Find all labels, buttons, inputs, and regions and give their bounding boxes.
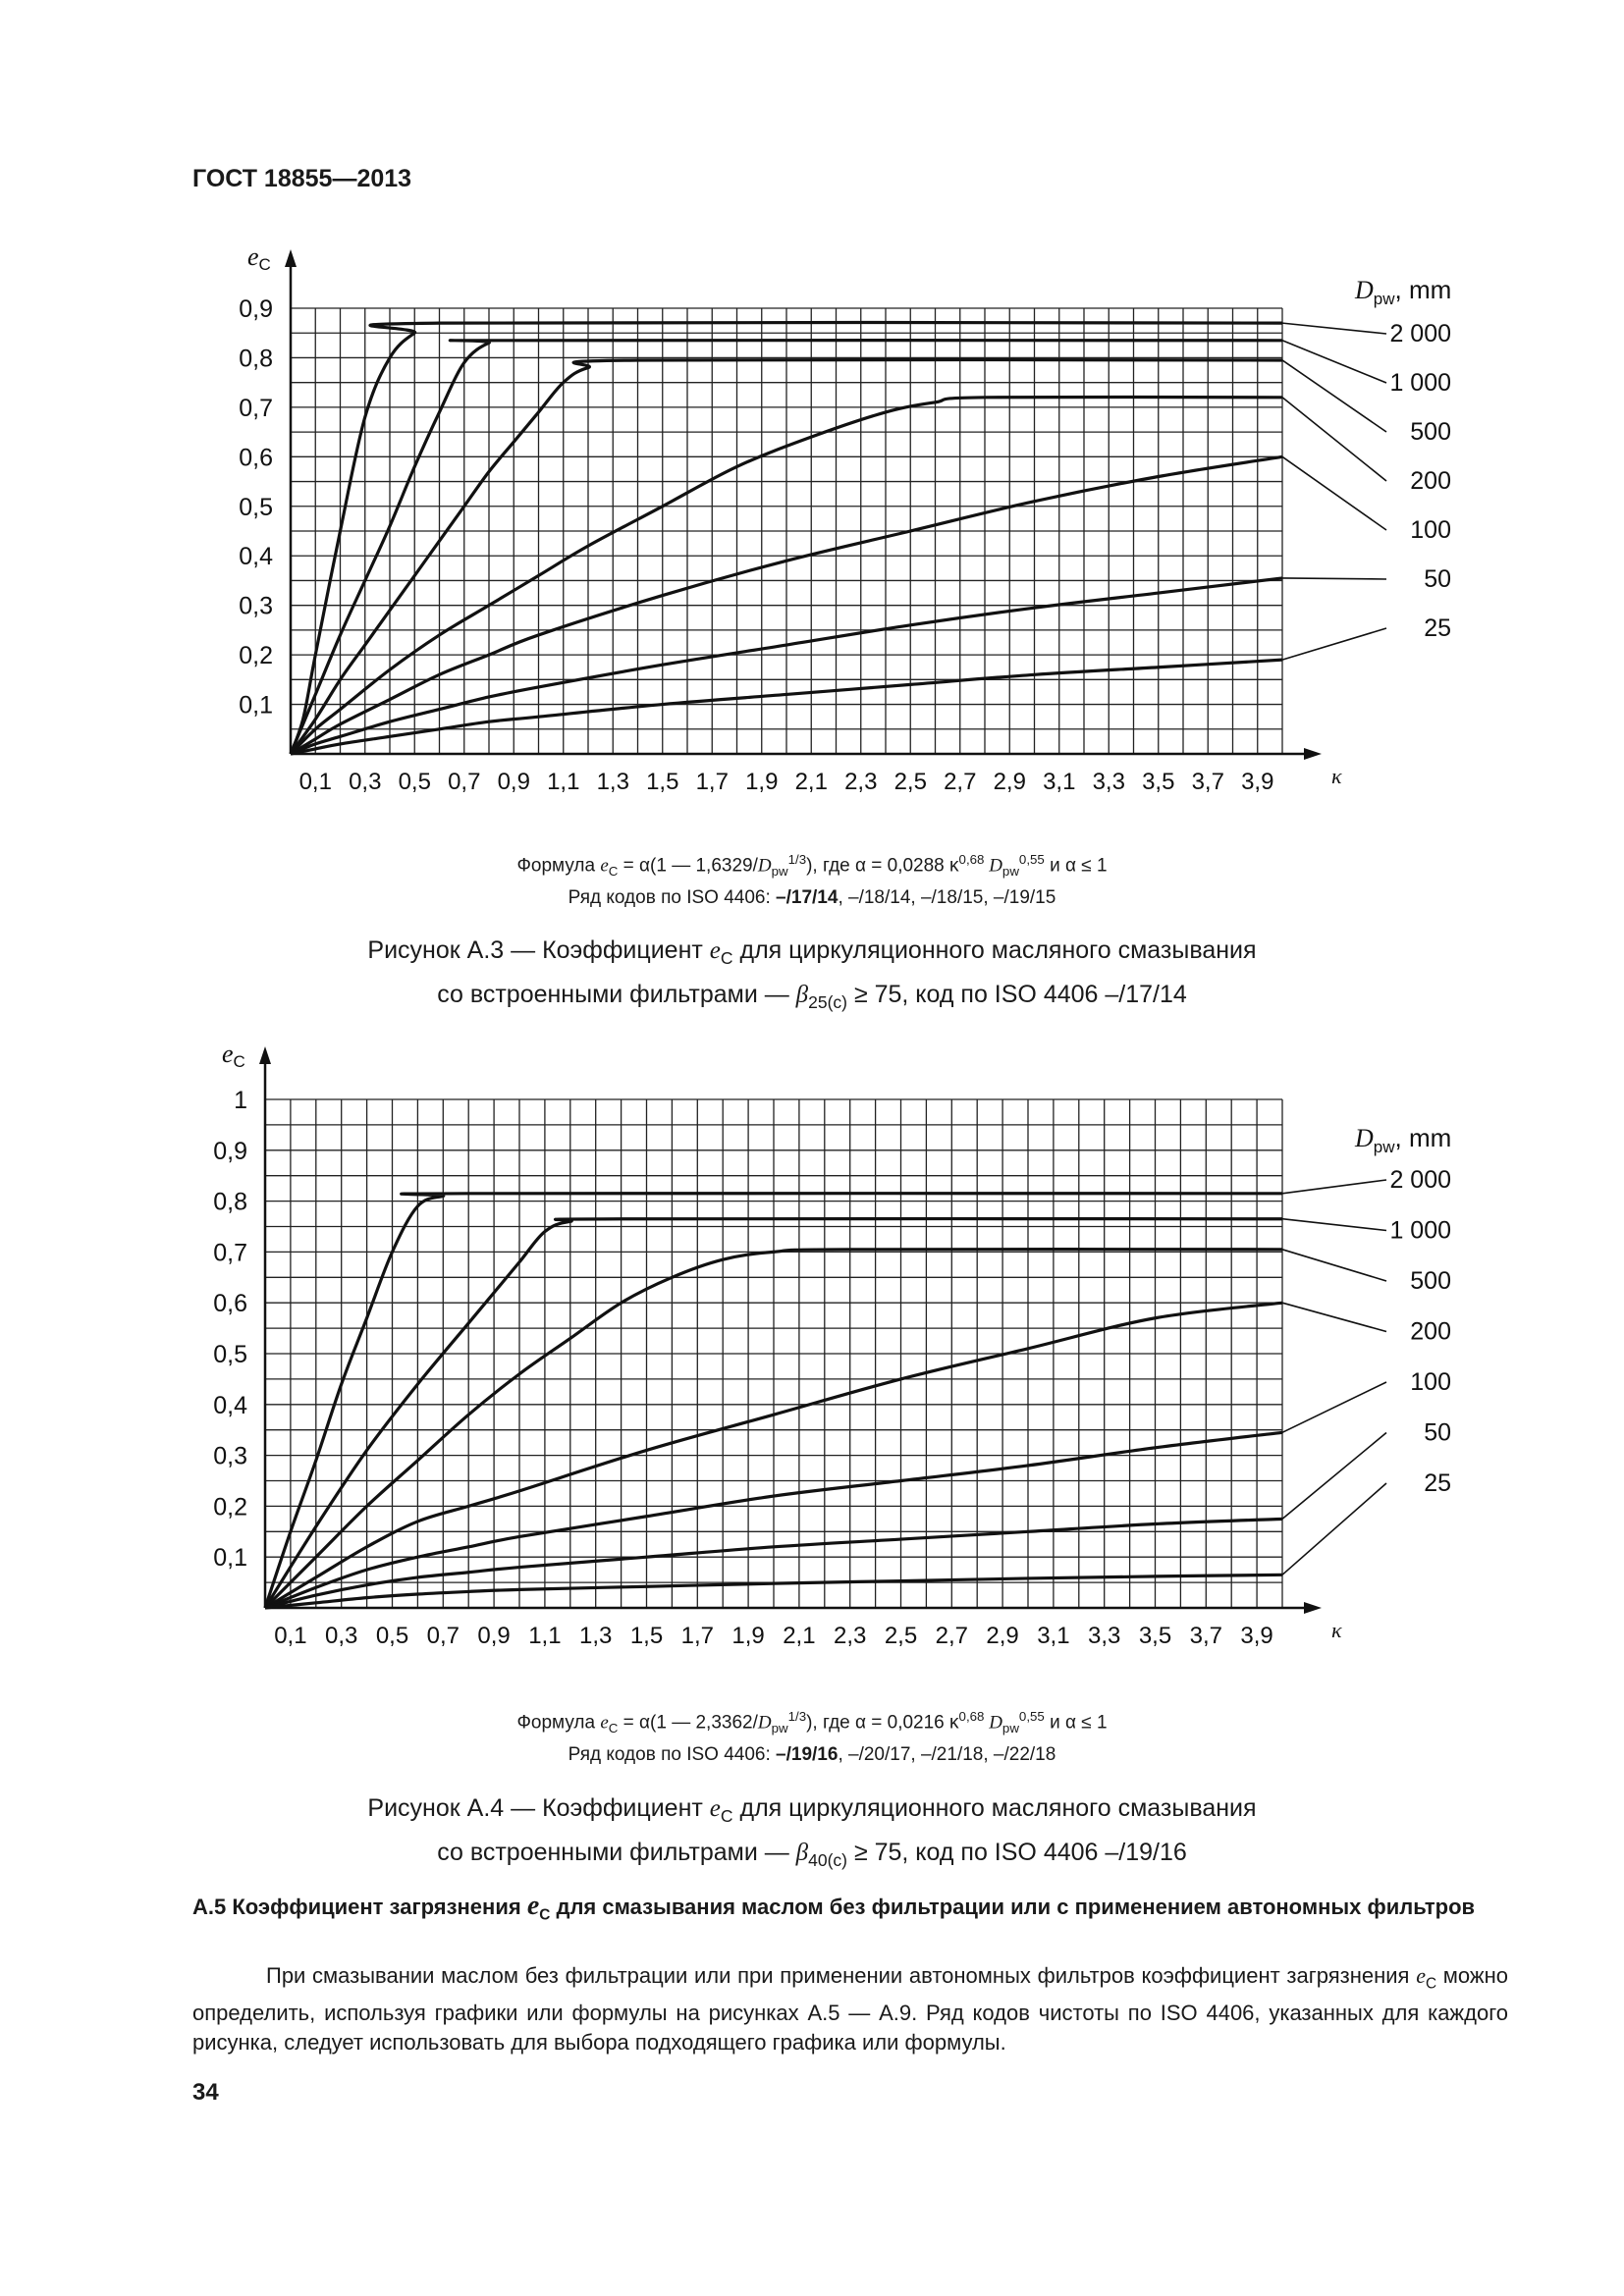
x-tick-label: 3,3 [1092,769,1125,795]
y-tick-label: 0,7 [239,394,273,422]
y-tick-label: 0,3 [239,592,273,620]
x-tick-label: 2,3 [844,769,878,795]
x-tick-label: 1,5 [629,1623,664,1649]
series-label: 50 [1424,565,1451,593]
x-tick-label: 2,9 [986,1623,1019,1649]
y-axis-label: eC [222,1040,245,1071]
y-axis-label: eC [247,242,271,274]
y-tick-label: 0,9 [239,295,273,323]
y-tick-label: 0,8 [239,345,273,373]
x-tick-label: 3,1 [1043,769,1076,795]
y-tick-label: 0,3 [213,1442,247,1470]
x-axis-arrow-icon [1304,748,1322,760]
x-tick-label: 2,5 [893,769,927,795]
series-label: 200 [1410,1317,1451,1346]
x-tick-label: 3,9 [1241,769,1274,795]
legend-title: $D_{pw}$, mm [1355,1123,1452,1156]
y-tick-label: 0,6 [213,1290,247,1318]
x-tick-label: 2,7 [944,769,977,795]
series-label: 200 [1410,467,1451,495]
y-tick-label: 0,2 [213,1493,247,1522]
y-tick-label: 0,9 [213,1137,247,1165]
page-number: 34 [192,2079,219,2106]
section-a5-title: А.5 Коэффициент загрязнения $e_C$ для смазывания маслом без фильтрации или с применением автономных фильтров [192,1891,1476,1924]
y-tick-label: 0,2 [239,642,273,670]
series-leader-line [1282,1219,1386,1231]
x-tick-label: 1,1 [528,1623,562,1649]
codes-a4-line: Ряд кодов по ISO 4406: –/19/16, –/20/17, –/21/18, –/22/18 [568,1744,1056,1766]
series-leader-line [1282,1250,1386,1281]
formula-a4 [0,1703,1624,1768]
series-label: 1 000 [1389,1216,1451,1245]
x-axis-label: κ [1331,1618,1342,1642]
x-tick-label: 0,5 [375,1623,409,1649]
series-label: 100 [1410,516,1451,544]
series-leader-line [1282,1303,1386,1331]
series-label: 500 [1410,418,1451,446]
document-header: ГОСТ 18855—2013 [192,165,412,192]
x-tick-label: 1,9 [745,769,779,795]
chart-a3-svg [0,236,1624,825]
y-axis-arrow-icon [259,1046,271,1064]
series-leader-line [1282,1483,1386,1575]
series-leader-line [1282,341,1386,383]
series-label: 2 000 [1389,320,1451,347]
x-tick-label: 2,9 [993,769,1026,795]
x-tick-label: 0,9 [477,1623,511,1649]
x-tick-label: 2,1 [783,1623,816,1649]
y-tick-label: 0,4 [239,543,273,571]
x-tick-label: 2,1 [794,769,828,795]
series-leader-line [1282,323,1386,334]
y-tick-label: 0,7 [213,1239,247,1267]
series-leader-line [1282,360,1386,432]
section-a5-paragraph: При смазывании маслом без фильтрации или при применении автономных фильтров коэффициент загрязнения $e_C$ можно определить, используя графики или формулы на рисунках А.5 — А.9. Ряд кодов чистоты по ISO 4406, указанных для каждого рисунка, следует использовать для выбора подходящего графика или формулы. [192,1963,1509,2056]
x-tick-label: 2,5 [884,1623,918,1649]
x-tick-label: 3,9 [1240,1623,1273,1649]
x-tick-label: 3,7 [1191,769,1224,795]
series-label: 50 [1424,1418,1451,1447]
series-leader-line [1282,628,1386,660]
chart-a4-svg [0,1033,1624,1681]
caption-figure-a3: Рисунок А.3 — Коэффициент $e_C$ для циркуляционного масляного смазывания со встроенными фильтрами — $\beta_{25(c)} \ge 75$, код по ISO 4406 –/17/14 [367,936,1257,1012]
x-tick-label: 3,7 [1189,1623,1222,1649]
y-tick-label: 0,1 [239,691,273,720]
x-tick-label: 3,3 [1088,1623,1121,1649]
x-tick-label: 1,7 [695,769,729,795]
x-tick-label: 1,3 [596,769,629,795]
chart-figure-a3 [0,236,1624,825]
y-tick-label: 0,6 [239,444,273,472]
x-tick-label: 3,1 [1037,1623,1070,1649]
x-tick-label: 1,1 [547,769,580,795]
series-leader-line [1282,1180,1386,1194]
x-tick-label: 0,9 [497,769,530,795]
x-tick-label: 0,1 [274,1623,307,1649]
x-tick-label: 0,7 [448,769,481,795]
x-tick-label: 0,3 [349,769,382,795]
x-tick-label: 3,5 [1142,769,1175,795]
y-tick-label: 1 [234,1087,247,1114]
x-tick-label: 0,3 [325,1623,358,1649]
series-label: 25 [1424,614,1451,642]
series-label: 100 [1410,1368,1451,1396]
series-label: 1 000 [1389,369,1451,397]
caption-figure-a4: Рисунок А.4 — Коэффициент $e_C$ для циркуляционного масляного смазывания со встроенными фильтрами — $\beta_{40(c)} \ge 75$, код по ISO 4406 –/19/16 [367,1794,1257,1870]
series-label: 2 000 [1389,1166,1451,1194]
x-tick-label: 1,9 [731,1623,765,1649]
x-tick-label: 0,5 [398,769,431,795]
series-leader-line [1282,578,1386,579]
formula-a3 [0,846,1624,911]
series-label: 500 [1410,1267,1451,1295]
y-tick-label: 0,1 [213,1544,247,1573]
x-tick-label: 1,3 [579,1623,613,1649]
y-tick-label: 0,5 [239,493,273,521]
x-axis-arrow-icon [1304,1602,1322,1614]
y-axis-arrow-icon [285,249,297,267]
formula-a3-line: Формула $e_C = \alpha(1$ — $1,6329/D_{pw}^{1/3}$), где α = 0,0288 $\kappa^{0,68}$ $D_{pw}^{0,55}$ и α ≤ 1 [516,852,1108,880]
x-tick-label: 1,5 [646,769,679,795]
formula-a4-line: Формула $e_C = \alpha(1$ — $2,3362/D_{pw}^{1/3}$), где α = 0,0216 $\kappa^{0,68}$ $D_{pw}^{0,55}$ и α ≤ 1 [516,1709,1108,1736]
series-leader-line [1282,1433,1386,1520]
codes-a3-line: Ряд кодов по ISO 4406: –/17/14, –/18/14, –/18/15, –/19/15 [568,887,1056,909]
x-tick-label: 2,7 [935,1623,968,1649]
y-tick-label: 0,8 [213,1188,247,1216]
y-tick-label: 0,4 [213,1391,247,1419]
x-tick-label: 1,7 [680,1623,714,1649]
y-tick-label: 0,5 [213,1341,247,1368]
legend-title: $D_{pw}$, mm [1355,275,1452,308]
x-tick-label: 0,1 [298,769,332,795]
series-leader-line [1282,1382,1386,1432]
x-tick-label: 0,7 [426,1623,460,1649]
x-axis-label: κ [1331,764,1342,788]
series-label: 25 [1424,1469,1451,1497]
chart-figure-a4 [0,1033,1624,1681]
x-tick-label: 3,5 [1138,1623,1172,1649]
x-tick-label: 2,3 [834,1623,867,1649]
